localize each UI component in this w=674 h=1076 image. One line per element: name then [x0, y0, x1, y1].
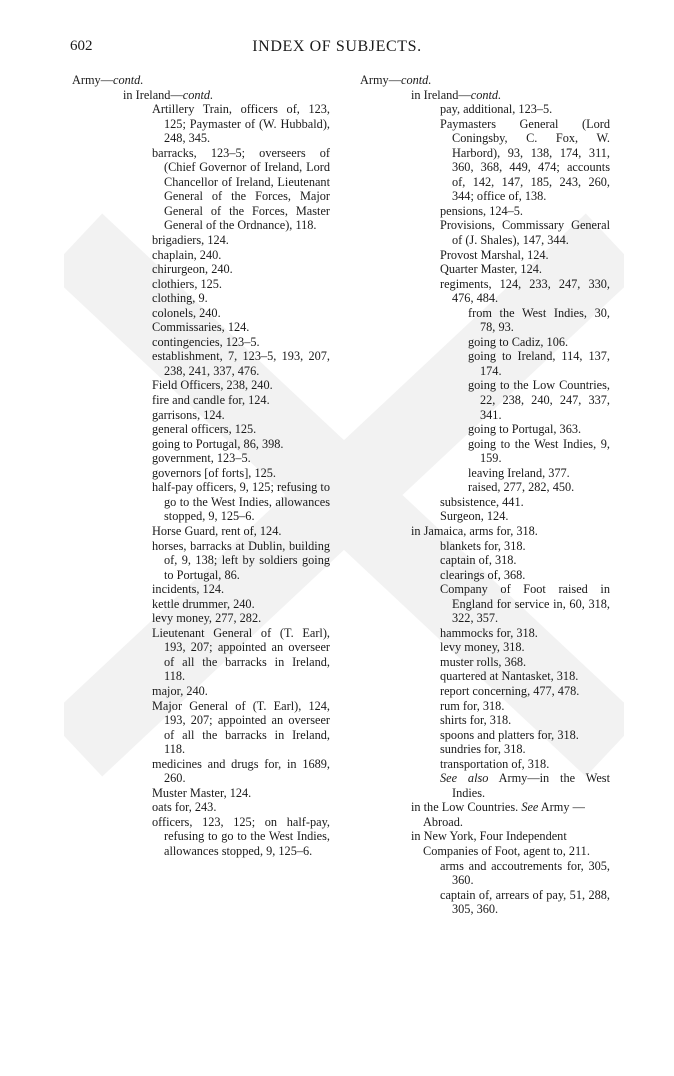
index-entry: colonels, 240.: [152, 305, 221, 320]
index-entry: major, 240.: [152, 683, 208, 698]
index-entry: fire and candle for, 124.: [152, 393, 270, 408]
index-entry: oats for, 243.: [152, 800, 217, 815]
index-entry: from the West Indies, 30, 78, 93.: [468, 305, 610, 335]
index-entry: arms and accoutrements for, 305, 360.: [440, 858, 610, 888]
index-entry: Paymasters General (Lord Coningsby, C. Fox, W. Harbord), 93, 138, 174, 311, 360, 368, 449, 474; accounts of, 142, 147, 185, 243, 260, 344; office of, 138.: [440, 116, 610, 204]
index-entry: general officers, 125.: [152, 422, 257, 437]
index-entry: muster rolls, 368.: [440, 654, 527, 669]
index-entry: shirts for, 318.: [440, 713, 512, 728]
index-entry: captain of, arrears of pay, 51, 288, 305, 360.: [440, 887, 610, 917]
index-entry: medicines and drugs for, in 1689, 260.: [152, 756, 330, 786]
index-entry: Army—contd.: [72, 73, 144, 87]
index-entry: subsistence, 441.: [440, 494, 524, 509]
index-entry: going to the Low Countries, 22, 238, 240, 247, 337, 341.: [468, 378, 610, 422]
index-entry: rum for, 318.: [440, 698, 505, 713]
index-entry: levy money, 277, 282.: [152, 611, 262, 626]
index-entry: Field Officers, 238, 240.: [152, 378, 273, 393]
index-entry: garrisons, 124.: [152, 407, 225, 422]
index-entry: levy money, 318.: [440, 640, 525, 655]
index-entry: half-pay officers, 9, 125; refusing to go to the West Indies, allowances stopped, 9, 125–6.: [152, 480, 330, 524]
index-entry: Company of Foot raised in England for service in, 60, 318, 322, 357.: [440, 582, 610, 626]
index-entry: Artillery Train, officers of, 123, 125; Paymaster of (W. Hubbald), 248, 345.: [152, 102, 330, 146]
index-entry: governors [of forts], 125.: [152, 465, 276, 480]
index-entry: Lieutenant General of (T. Earl), 193, 207; appointed an overseer of all the barracks in Ireland, 118.: [152, 625, 330, 684]
index-entry: in Ireland—contd.: [411, 87, 502, 102]
index-entry: Commissaries, 124.: [152, 320, 250, 335]
index-entry: captain of, 318.: [440, 553, 517, 568]
index-entry: horses, barracks at Dublin, building of, 9, 138; left by soldiers going to Portugal, 86.: [152, 538, 330, 582]
index-entry: pay, additional, 123–5.: [440, 102, 553, 117]
index-entry: Surgeon, 124.: [440, 509, 509, 524]
index-entry: government, 123–5.: [152, 451, 251, 466]
page-title: INDEX OF SUBJECTS.: [252, 38, 422, 55]
index-entry: Major General of (T. Earl), 124, 193, 207; appointed an overseer of all the barracks in Ireland, 118.: [152, 698, 330, 757]
index-entry: going to Cadiz, 106.: [468, 334, 569, 349]
index-entry: officers, 123, 125; on half-pay, refusing to go to the West Indies, allowances stopped, 9, 125–6.: [152, 814, 330, 858]
index-column-right: [360, 73, 610, 917]
index-entry: transportation of, 318.: [440, 756, 550, 771]
index-entry: incidents, 124.: [152, 582, 225, 597]
index-entry: hammocks for, 318.: [440, 625, 538, 640]
index-entry: in New York, Four Independent Companies of Foot, agent to, 211.: [411, 829, 590, 858]
index-entry: spoons and platters for, 318.: [440, 727, 579, 742]
index-entry: going to the West Indies, 9, 159.: [468, 436, 610, 466]
index-entry: contingencies, 123–5.: [152, 334, 260, 349]
index-entry: quartered at Nantasket, 318.: [440, 669, 579, 684]
index-entry: pensions, 124–5.: [440, 203, 524, 218]
page-number: 602: [70, 38, 93, 54]
index-entry: sundries for, 318.: [440, 742, 526, 757]
index-entry: Quarter Master, 124.: [440, 262, 542, 277]
index-entry: regiments, 124, 233, 247, 330, 476, 484.: [440, 276, 610, 306]
index-entry: clothiers, 125.: [152, 276, 223, 291]
index-entry: Provisions, Commissary General of (J. Shales), 147, 344.: [440, 218, 610, 248]
index-entry: blankets for, 318.: [440, 538, 526, 553]
index-entry: in Jamaica, arms for, 318.: [411, 523, 538, 538]
page-header: [0, 38, 674, 58]
index-entry: going to Ireland, 114, 137, 174.: [468, 349, 610, 378]
index-entry: See also Army—in the West Indies.: [440, 771, 610, 800]
index-entry: going to Portugal, 86, 398.: [152, 436, 284, 451]
index-entry: chirurgeon, 240.: [152, 262, 233, 277]
index-entry: Army—contd.: [360, 73, 432, 87]
index-entry: leaving Ireland, 377.: [468, 465, 570, 480]
index-entry: in Ireland—contd.: [123, 87, 214, 102]
index-entry: kettle drummer, 240.: [152, 596, 255, 611]
index-entry: clearings of, 368.: [440, 567, 526, 582]
index-entry: establishment, 7, 123–5, 193, 207, 238, 241, 337, 476.: [152, 349, 330, 378]
index-entry: barracks, 123–5; overseers of (Chief Governor of Ireland, Lord Chancellor of Ireland, Lieutenant General of the Forces, Major General of the Forces, Master General of the Ordnance), 118.: [152, 145, 330, 233]
index-entry: clothing, 9.: [152, 291, 208, 306]
index-entry: going to Portugal, 363.: [468, 422, 582, 437]
index-entry: report concerning, 477, 478.: [440, 683, 580, 698]
index-entry: raised, 277, 282, 450.: [468, 480, 575, 495]
index-entry: Provost Marshal, 124.: [440, 247, 549, 262]
index-entry: brigadiers, 124.: [152, 233, 229, 248]
index-entry: chaplain, 240.: [152, 247, 222, 262]
index-column-left: [72, 73, 330, 859]
index-entry: Muster Master, 124.: [152, 785, 252, 800]
index-entry: in the Low Countries. See Army —Abroad.: [411, 800, 585, 829]
index-entry: Horse Guard, rent of, 124.: [152, 523, 282, 538]
